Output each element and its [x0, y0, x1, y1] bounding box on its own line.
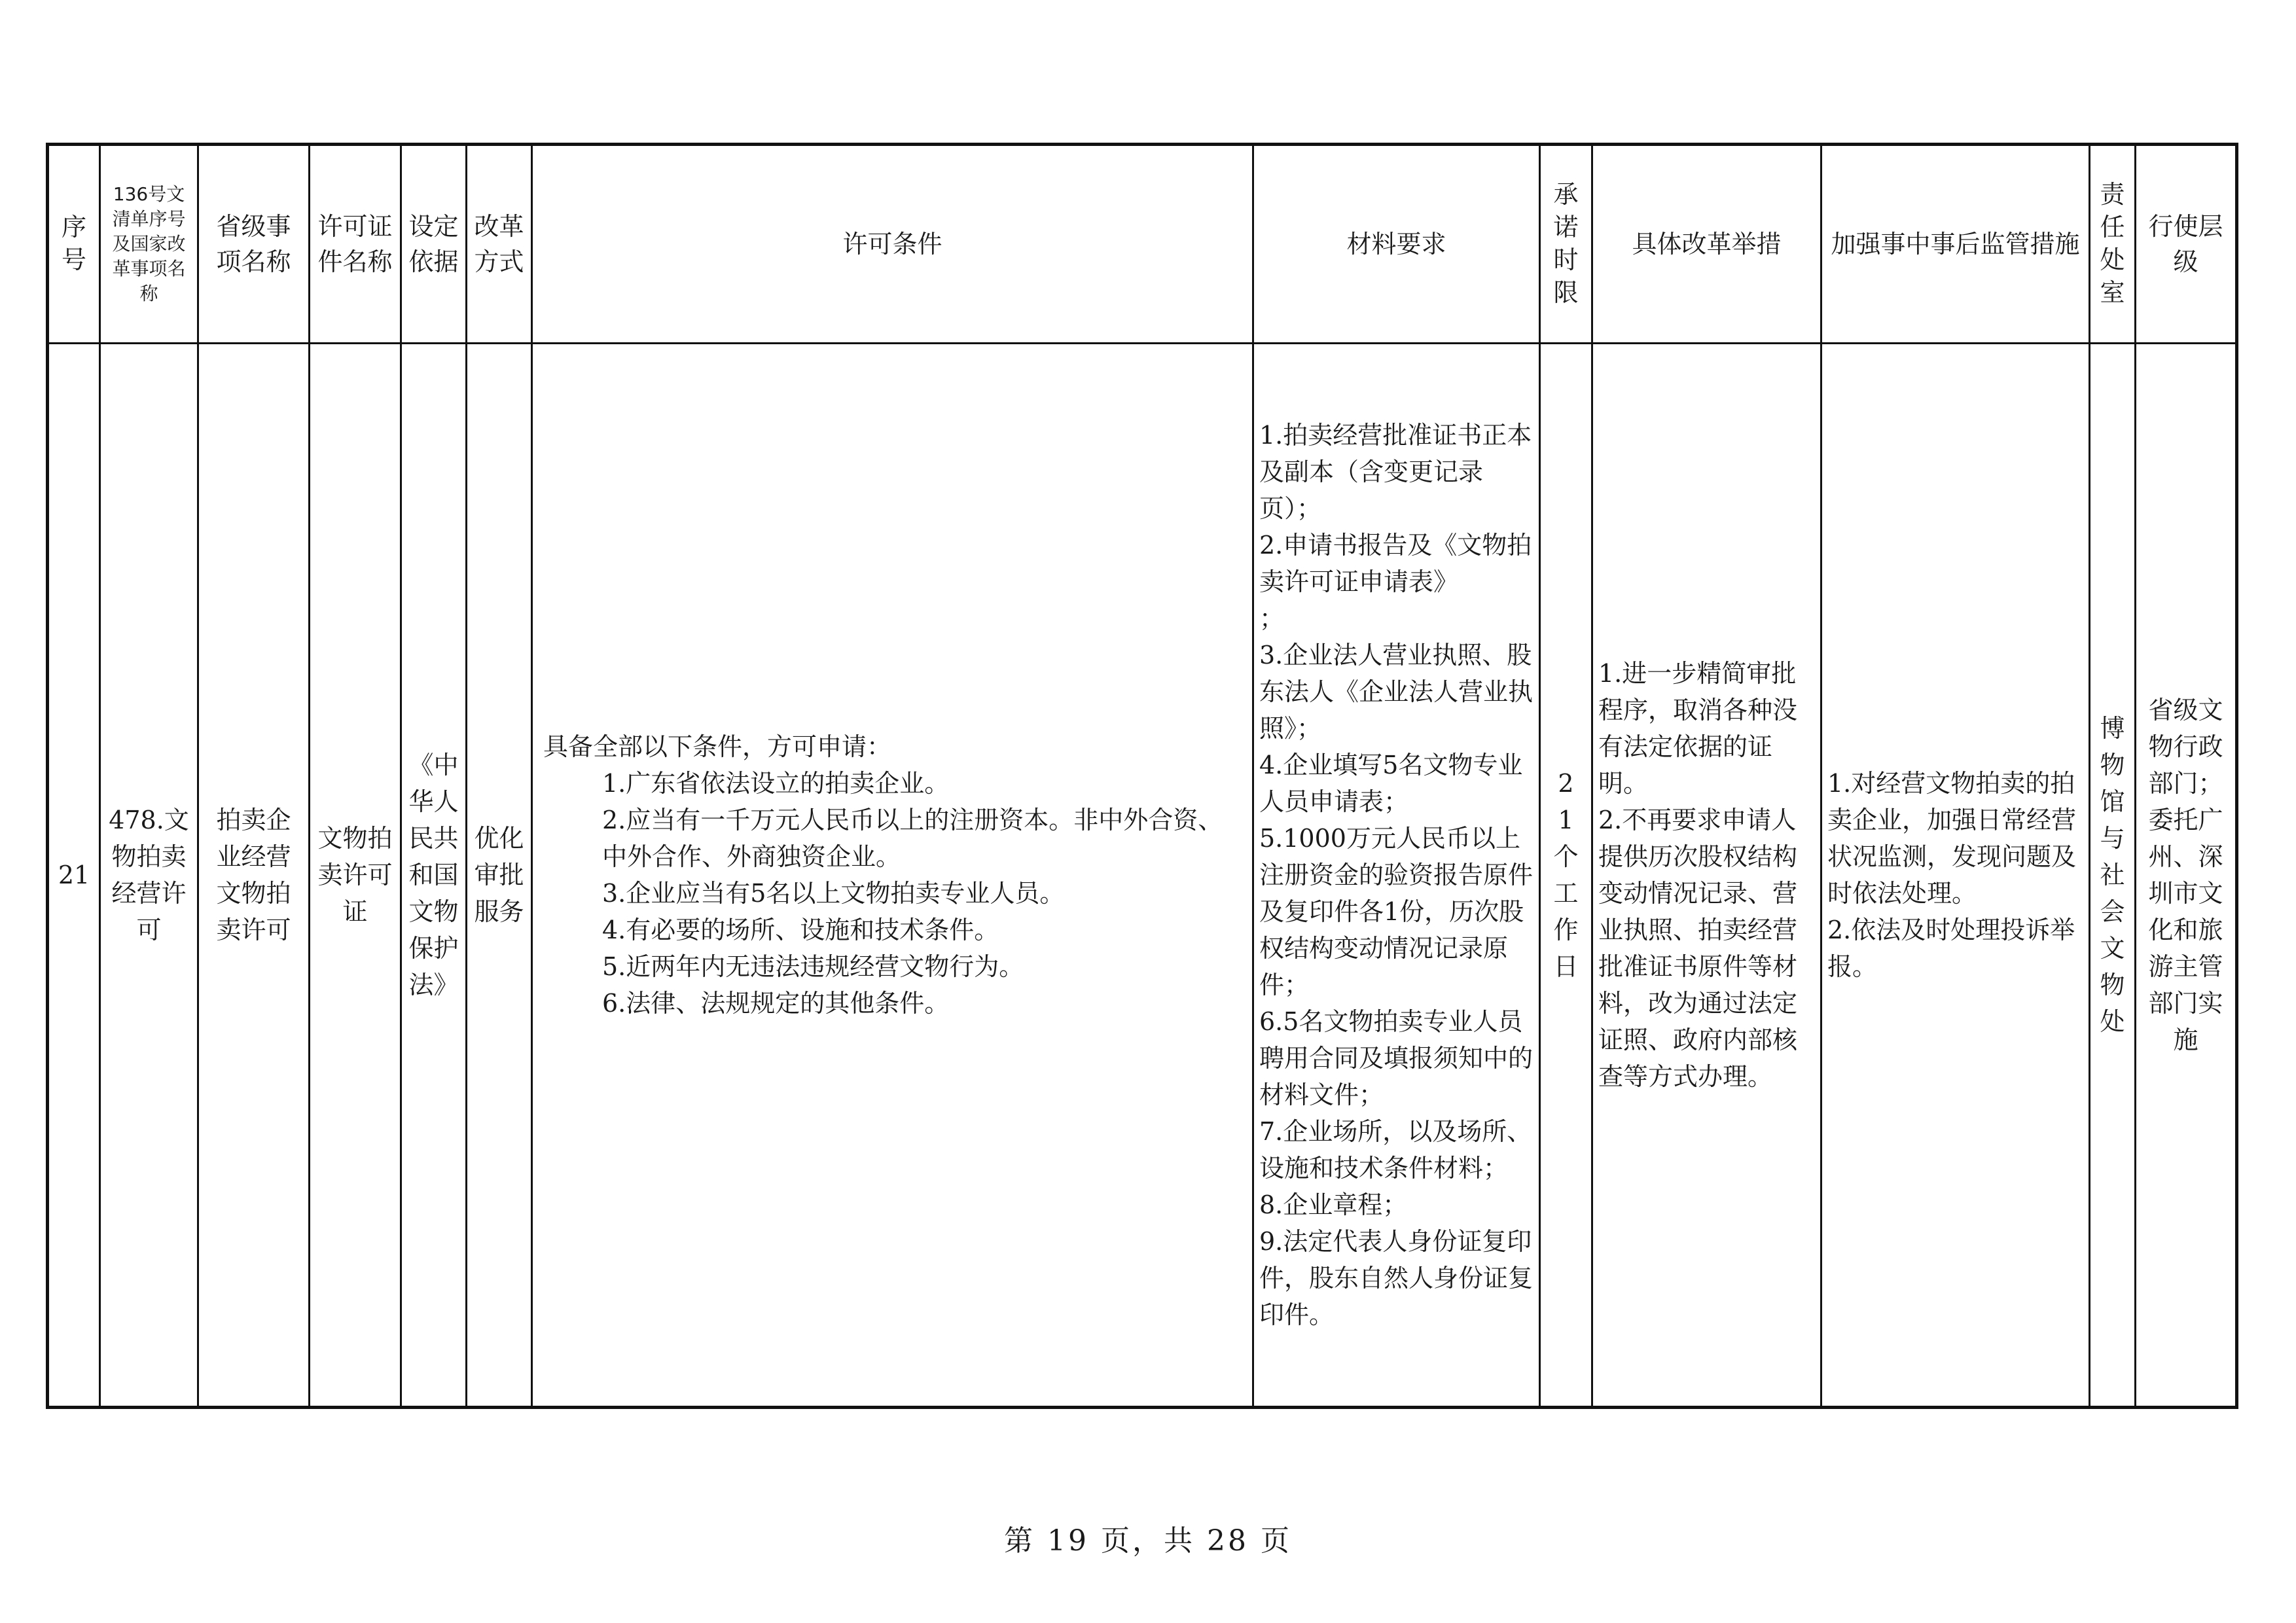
- cell-time-limit: 21个工作日: [1540, 344, 1592, 1408]
- cell-supervision: 1.对经营文物拍卖的拍卖企业，加强日常经营状况监测，发现问题及时依法处理。 2.依法及时处理投诉举报。: [1821, 344, 2090, 1408]
- header-row: [48, 145, 2237, 344]
- table-row: [48, 344, 2237, 1408]
- cell-level: 省级文物行政部门；委托广州、深圳市文化和旅游主管部门实施: [2136, 344, 2237, 1408]
- condition-item: 4.有必要的场所、设施和技术条件。: [602, 916, 999, 944]
- cell-prov-name: 拍卖企业经营文物拍卖许可: [198, 344, 310, 1408]
- header-prov-name: 省级事项名称: [198, 145, 310, 344]
- header-reform-mode: 改革方式: [467, 145, 532, 344]
- header-basis: 设定依据: [401, 145, 467, 344]
- condition-item: 5.近两年内无违法违规经营文物行为。: [602, 952, 1024, 981]
- condition-item: 1.广东省依法设立的拍卖企业。: [602, 769, 950, 798]
- cell-reform-mode: 优化审批服务: [467, 344, 532, 1408]
- cell-seq: 21: [48, 344, 100, 1408]
- condition-item: 3.企业应当有5名以上文物拍卖专业人员。: [602, 879, 1065, 908]
- cell-item136: 478.文物拍卖经营许可: [100, 344, 198, 1408]
- condition-item: 2.应当有一千万元人民币以上的注册资本。非中外合资、中外合作、外商独资企业。: [602, 806, 1223, 871]
- page-footer: 第 19 页，共 28 页: [1004, 1524, 1292, 1558]
- header-supervision: 加强事中事后监管措施: [1821, 145, 2090, 344]
- header-license-name: 许可证件名称: [310, 145, 401, 344]
- header-time-limit: 承诺时限: [1540, 145, 1592, 344]
- header-item136: 136号文清单序号及国家改革事项名称: [100, 145, 198, 344]
- reform-table: [46, 143, 2238, 1409]
- cell-license-name: 文物拍卖许可证: [310, 344, 401, 1408]
- cell-office: 博物馆与社会文物处: [2090, 344, 2136, 1408]
- cell-conditions: [532, 344, 1253, 1408]
- header-seq: 序号: [48, 145, 100, 344]
- header-materials: 材料要求: [1253, 145, 1540, 344]
- conditions-intro: 具备全部以下条件，方可申请：: [543, 732, 892, 761]
- condition-item: 6.法律、法规规定的其他条件。: [602, 989, 950, 1018]
- cell-materials: 1.拍卖经营批准证书正本及副本（含变更记录页）； 2.申请书报告及《文物拍卖许可证申请表》 ； 3.企业法人营业执照、股东法人《企业法人营业执照》； 4.企业填写5名文物专业人员申请表； 5.1000万元人民币以上注册资金的验资报告原件及复印件各1份，历次股权结构变动情况记录原件； 6.5名文物拍卖专业人员聘用合同及填报须知中的材料文件； 7.企业场所，以及场所、设施和技术条件材料； 8.企业章程； 9.法定代表人身份证复印件，股东自然人身份证复印件。: [1253, 344, 1540, 1408]
- header-level: 行使层级: [2136, 145, 2237, 344]
- header-office: 责任处室: [2090, 145, 2136, 344]
- header-conditions: 许可条件: [532, 145, 1253, 344]
- cell-reform-measures: 1.进一步精简审批程序，取消各种没有法定依据的证明。 2.不再要求申请人提供历次股权结构变动情况记录、营业执照、拍卖经营批准证书原件等材料，改为通过法定证照、政府内部核查等方式办理。: [1592, 344, 1821, 1408]
- cell-basis: 《中华人民共和国文物保护法》: [401, 344, 467, 1408]
- header-reform-measures: 具体改革举措: [1592, 145, 1821, 344]
